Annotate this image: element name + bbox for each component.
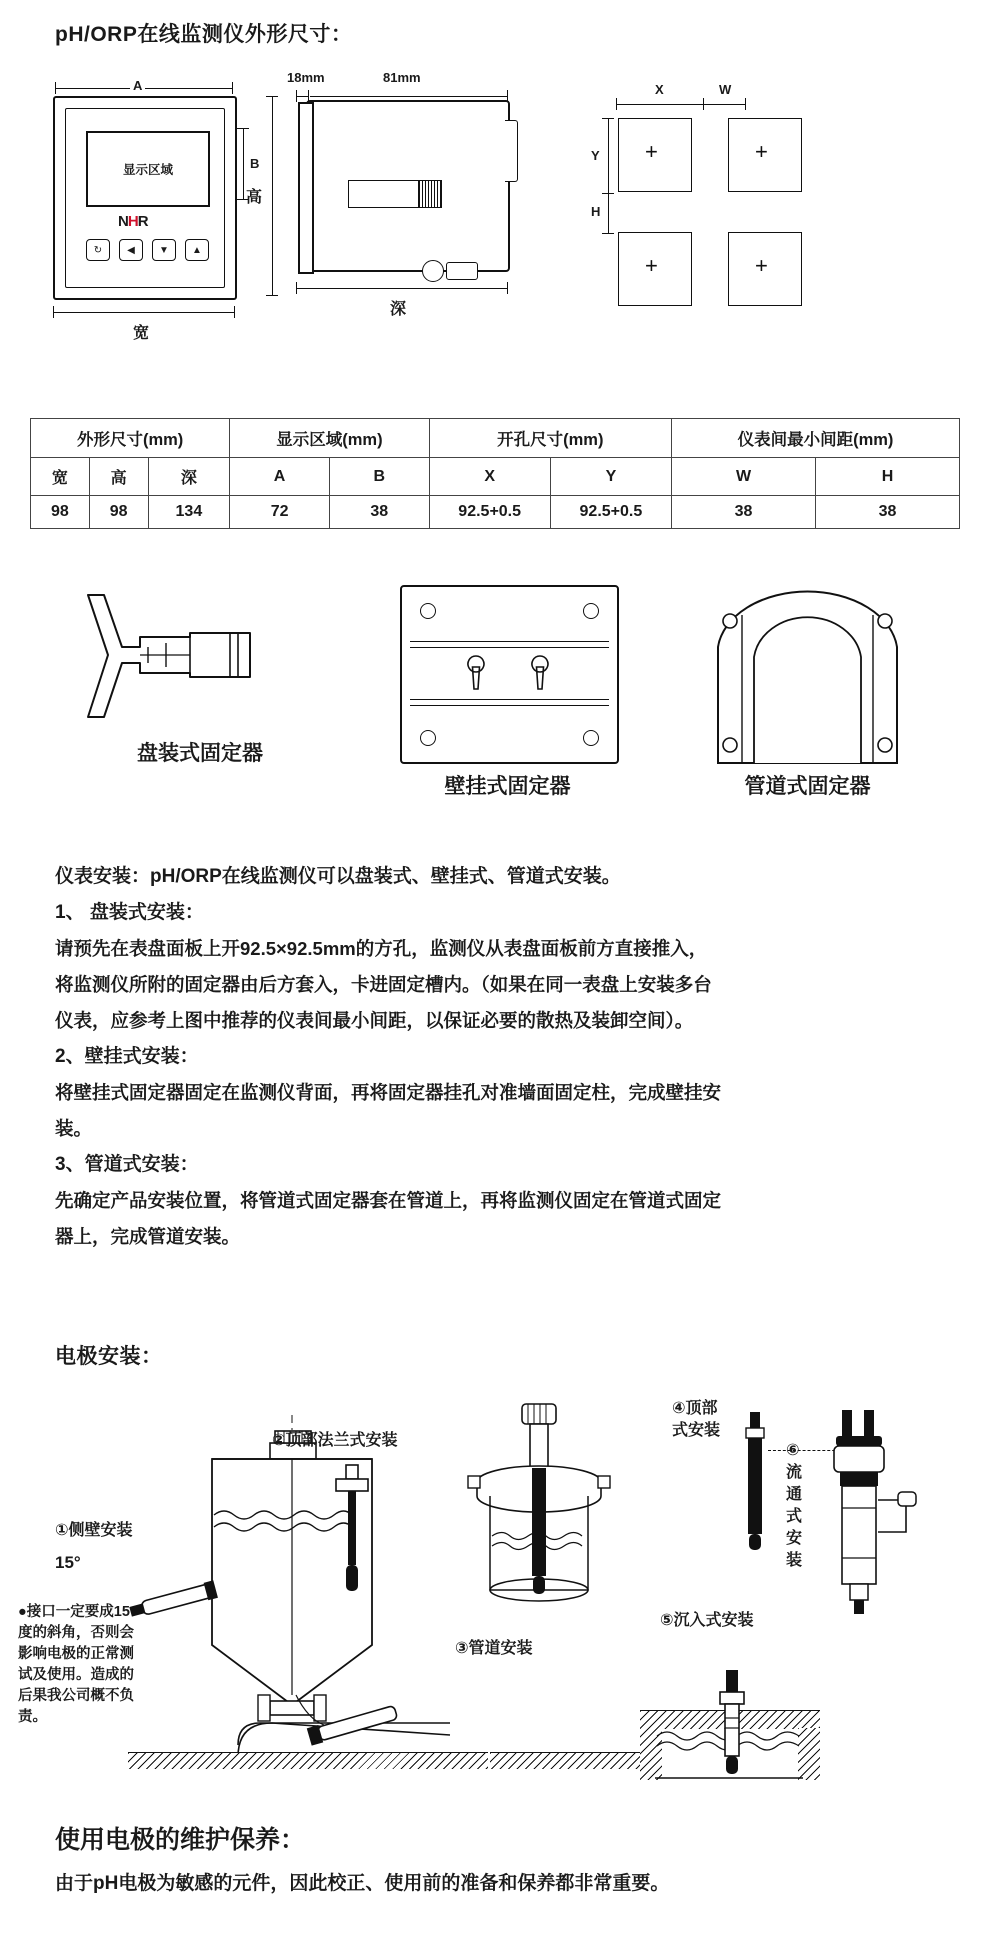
keyhole-left-icon [464,653,488,693]
label-submerged-mount: ⑤沉入式安装 [660,1612,754,1629]
height-label: 高 [246,189,263,206]
maintenance-title: 使用电极的维护保养： [55,1826,306,1854]
td-x: 92.5+0.5 [429,496,550,529]
cutout-square-2: + [728,118,802,192]
fixtures-section [0,575,990,815]
th-x: X [429,458,550,496]
dim-b-line [243,128,244,200]
maintenance-body: 由于pH电极为敏感的元件，因此校正、使用前的准备和保养都非常重要。 [55,1873,670,1894]
wall-groove-top [410,641,609,642]
height-tick-top [266,96,278,97]
panel-clip-drawing [70,585,330,765]
dim-a-tick-left [55,82,56,94]
wall-groove-bottom [410,699,609,700]
pipe-bracket-drawing [710,585,905,760]
depth-label: 深 [390,301,407,318]
electrode-note: ●接口一定要成15度的斜角，否则会影响电极的正常测试及使用。造成的后果我公司概不负责。 [18,1604,134,1725]
th-depth: 深 [148,458,230,496]
th-height: 高 [89,458,148,496]
dim-h-line [608,194,609,234]
table-row-sub-header [31,458,960,496]
brand-logo: NHR [118,213,148,230]
th-b: B [329,458,429,496]
install-1-line-3: 仪表，应参考上图中推荐的仪表间最小间距，以保证必要的散热及装卸空间）。 [55,1010,694,1031]
label-flange-mount: ②顶部法兰式安装 [272,1432,398,1449]
td-b: 38 [329,496,429,529]
th-outer-dims: 外形尺寸(mm) [31,419,230,458]
install-2-line-1: 将壁挂式固定器固定在监测仪背面，再将固定器挂孔对准墙面固定柱，完成壁挂安 [55,1082,722,1103]
td-a: 72 [230,496,330,529]
cable-gland [446,262,478,280]
wall-hole-tl [420,603,436,619]
th-spacing: 仪表间最小间距(mm) [672,419,960,458]
wall-bracket-drawing [400,585,619,764]
dimension-table [30,418,960,529]
meter-bezel [298,102,314,274]
dim-x-tick-l [616,98,617,110]
ground-hatch-mid [490,1752,640,1769]
install-3-line-1: 先确定产品安装位置，将管道式固定器套在管道上，再将监测仪固定在管道式固定 [55,1190,722,1211]
th-a: A [230,458,330,496]
width-label: 宽 [133,325,150,342]
depth-dim-line [296,288,508,289]
meter-side-body [306,100,510,272]
install-1-line-2: 将监测仪所附的固定器由后方套入，卡进固定槽内。（如果在同一表盘上安装多台 [55,974,712,995]
meter-front-body [53,96,237,300]
panel-clip-icon [70,585,330,745]
dim-y-tick-t [602,118,614,119]
label-top-mount-line1: ④顶部 [672,1400,718,1417]
depth-front-label: 18mm [284,70,328,85]
power-button[interactable]: ↻ [86,239,110,261]
cutout-square-3: + [618,232,692,306]
height-line [272,96,273,296]
dim-y-label: Y [588,148,603,163]
dim-b-label: B [247,156,262,171]
table-row-group-header [31,419,960,458]
wall-groove-top2 [410,647,609,648]
electrode-section [0,1340,990,1790]
td-h: 38 [815,496,959,529]
td-depth: 134 [148,496,230,529]
width-tick-right [234,306,235,318]
dim-w-line [704,104,746,105]
cable-nut [422,260,444,282]
top-mount-drawing [460,1400,660,1625]
th-display-area: 显示区域(mm) [230,419,429,458]
label-pipe-mount: ③管道安装 [455,1640,533,1657]
th-cutout: 开孔尺寸(mm) [429,419,671,458]
dim-h-tick-b [602,233,614,234]
wall-hole-br [583,730,599,746]
wall-bracket-caption: 壁挂式固定器 [444,775,571,798]
wall-hole-bl [420,730,436,746]
vertical-electrode-drawing [742,1412,768,1552]
th-width: 宽 [31,458,90,496]
install-2-title: 2、壁挂式安装： [55,1046,199,1067]
left-button[interactable]: ◀ [119,239,143,261]
pipe-bracket-caption: 管道式固定器 [744,775,871,798]
down-button[interactable]: ▼ [152,239,176,261]
meter-front-bezel [65,108,225,288]
label-top-mount-line2: 式安装 [672,1422,721,1439]
page-title: pH/ORP在线监测仪外形尺寸： [55,23,353,46]
up-button[interactable]: ▲ [185,239,209,261]
install-1-line-1: 请预先在表盘面板上开92.5×92.5mm的方孔，监测仪从表盘面板前方直接推入， [55,938,708,959]
height-tick-bottom [266,295,278,296]
th-w: W [672,458,816,496]
label-angle: 15° [55,1553,81,1572]
label-side-mount: ①侧壁安装 [55,1522,133,1539]
pipe-bracket-icon [710,585,905,765]
submerged-probe-drawing [712,1670,752,1780]
dim-a-tick-right [232,82,233,94]
depth-body-line [310,96,508,97]
depth-body-label: 81mm [380,70,424,85]
dim-a-label: A [130,78,145,93]
dim-w-label: W [716,82,734,97]
install-2-line-2: 装。 [55,1118,93,1139]
depth-dim-tick-l [296,282,297,294]
td-width: 98 [31,496,90,529]
install-heading: 仪表安装：pH/ORP在线监测仪可以盘装式、壁挂式、管道式安装。 [55,866,621,887]
td-y: 92.5+0.5 [550,496,671,529]
keyhole-right-icon [528,653,552,693]
depth-dim-tick-r [507,282,508,294]
electrode-title: 电极安装： [55,1345,163,1368]
wall-hole-tr [583,603,599,619]
dim-x-label: X [652,82,667,97]
cutout-square-4: + [728,232,802,306]
flow-cell-drawing [820,1408,930,1618]
maintenance-section [55,1820,955,1895]
width-tick-left [53,306,54,318]
cutout-square-1: + [618,118,692,192]
installation-section [55,860,945,1256]
meter-knurl [418,180,442,208]
ground-hatch-left [128,1752,488,1769]
dim-b-tick-top [237,128,249,129]
width-line [53,312,235,313]
install-3-title: 3、管道式安装： [55,1154,199,1175]
wall-groove-bottom2 [410,705,609,706]
th-y: Y [550,458,671,496]
dim-w-tick-r [745,98,746,110]
meter-rear-tab [505,120,518,182]
install-1-title: 1、 盘装式安装： [55,902,204,923]
td-height: 98 [89,496,148,529]
panel-clip-caption: 盘装式固定器 [137,742,263,765]
dim-y-line [608,118,609,194]
table-row-values [31,496,960,529]
td-w: 38 [672,496,816,529]
install-3-line-2: 器上，完成管道安装。 [55,1226,241,1247]
display-area: 显示区域 [86,131,210,207]
side-view-drawing [287,66,550,318]
th-h: H [815,458,959,496]
depth-front-line [296,96,309,97]
front-button-row [86,239,209,261]
front-view-drawing [25,66,275,342]
dim-x-line [616,104,704,105]
label-flow-mount: ⑥ 流 通 式 安 装 [786,1442,803,1569]
cutout-view-drawing [591,66,930,306]
dim-h-label: H [588,204,603,219]
